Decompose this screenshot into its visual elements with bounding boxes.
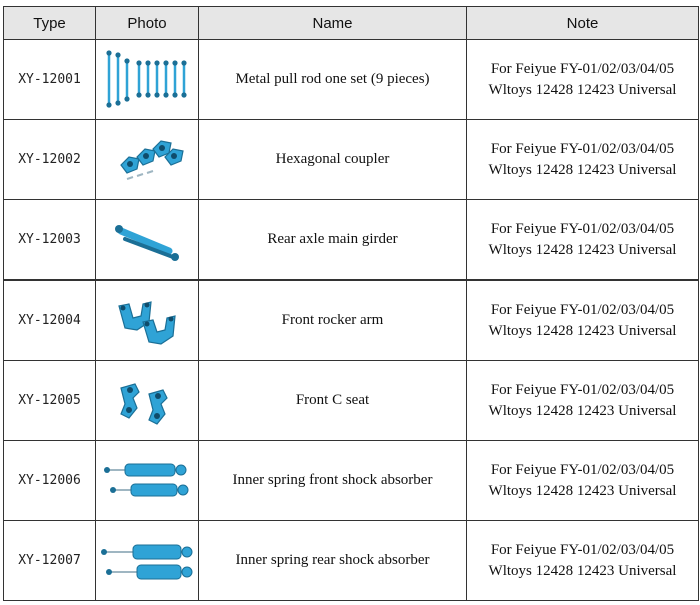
part-note [467, 441, 699, 521]
note-line-1: For Feiyue FY-01/02/03/04/05 [490, 541, 675, 558]
rear-axle-girder-photo [99, 207, 195, 273]
part-note [467, 200, 699, 281]
note-line-2: Wltoys 12428 12423 Universal [488, 161, 677, 178]
note-line-2: Wltoys 12428 12423 Universal [488, 562, 677, 579]
rear-shock-absorber-photo [99, 528, 195, 594]
part-type: XY-12005 [4, 361, 96, 441]
part-photo-cell [96, 40, 199, 120]
note-line-1: For Feiyue FY-01/02/03/04/05 [490, 301, 675, 318]
part-note [467, 120, 699, 200]
parts-table [3, 6, 699, 601]
part-type: XY-12004 [4, 280, 96, 361]
part-photo-cell [96, 120, 199, 200]
note-line-2: Wltoys 12428 12423 Universal [488, 81, 677, 98]
part-note [467, 521, 699, 601]
note-line-1: For Feiyue FY-01/02/03/04/05 [490, 381, 675, 398]
part-type: XY-12002 [4, 120, 96, 200]
part-type: XY-12006 [4, 441, 96, 521]
part-name: Front C seat [199, 361, 467, 441]
note-line-2: Wltoys 12428 12423 Universal [488, 402, 677, 419]
note-line-1: For Feiyue FY-01/02/03/04/05 [490, 140, 675, 157]
header-name: Name [199, 7, 467, 40]
table-row [4, 200, 699, 281]
hexagonal-coupler-photo [99, 127, 195, 193]
front-c-seat-photo [99, 368, 195, 434]
part-photo-cell [96, 361, 199, 441]
part-type: XY-12003 [4, 200, 96, 281]
part-type: XY-12001 [4, 40, 96, 120]
table-header-row [4, 7, 699, 40]
note-line-2: Wltoys 12428 12423 Universal [488, 482, 677, 499]
part-photo-cell [96, 200, 199, 281]
part-name: Rear axle main girder [199, 200, 467, 281]
note-line-1: For Feiyue FY-01/02/03/04/05 [490, 461, 675, 478]
header-photo: Photo [96, 7, 199, 40]
note-line-2: Wltoys 12428 12423 Universal [488, 322, 677, 339]
part-name: Inner spring rear shock absorber [199, 521, 467, 601]
part-type: XY-12007 [4, 521, 96, 601]
table-row [4, 40, 699, 120]
part-note [467, 361, 699, 441]
part-name: Hexagonal coupler [199, 120, 467, 200]
part-name: Front rocker arm [199, 280, 467, 361]
header-type: Type [4, 7, 96, 40]
part-photo-cell [96, 521, 199, 601]
pull-rod-set-photo [99, 47, 195, 113]
note-line-2: Wltoys 12428 12423 Universal [488, 241, 677, 258]
part-note [467, 40, 699, 120]
part-photo-cell [96, 280, 199, 361]
note-line-1: For Feiyue FY-01/02/03/04/05 [490, 220, 675, 237]
note-line-1: For Feiyue FY-01/02/03/04/05 [490, 60, 675, 77]
table-row [4, 280, 699, 361]
table-row [4, 521, 699, 601]
front-rocker-arm-photo [99, 288, 195, 354]
part-note [467, 280, 699, 361]
table-row [4, 120, 699, 200]
table-row [4, 361, 699, 441]
part-name: Inner spring front shock absorber [199, 441, 467, 521]
header-note: Note [467, 7, 699, 40]
table-row [4, 441, 699, 521]
part-photo-cell [96, 441, 199, 521]
part-name: Metal pull rod one set (9 pieces) [199, 40, 467, 120]
front-shock-absorber-photo [99, 448, 195, 514]
